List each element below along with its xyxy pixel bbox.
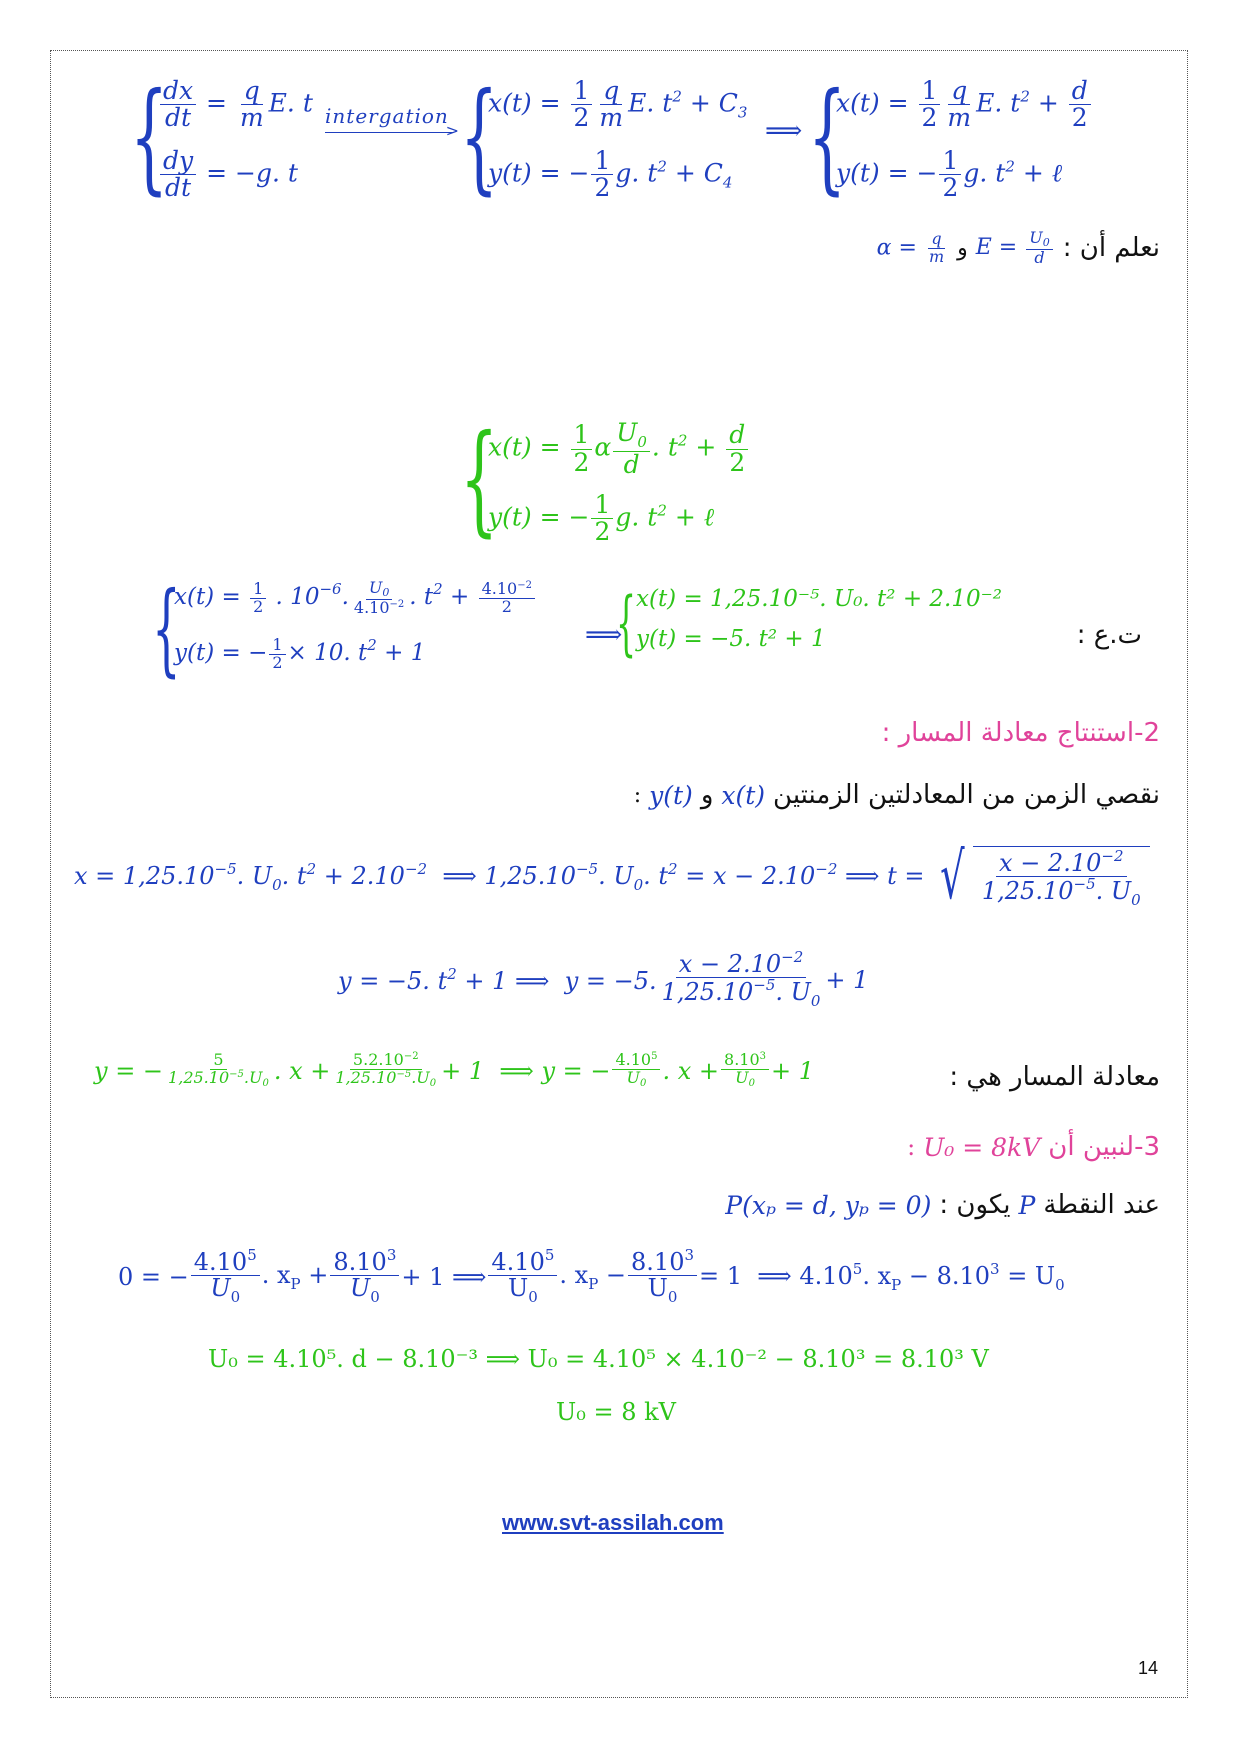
numerical-label: ت.ع : [1076,620,1142,650]
integration-label: intergation [325,104,449,128]
point-p-line: P(xₚ = d, yₚ = 0) يكون : P عند النقطة [725,1190,1160,1220]
and-word: و [700,780,714,810]
calc-line-3: U₀ = 8 kV [556,1398,676,1426]
equation-t: $x = 1,25.10^{-5}$. $U_0$. $t^2 + 2.10^{-2}$ ⟹ $1,25.10^{-5}$. $U_0$. $t^2 = x - 2.10^{-2}$ ⟹ t = √ $\frac{x - 2.10^{-2}}{1,25.10^{-5}. U_0}$ [74,840,1150,914]
u0-target: U₀ = 8kV [923,1132,1041,1162]
x-of-t: x(t) [721,780,766,810]
page-number: 14 [1138,1658,1159,1678]
calc-line-2: U₀ = 4.10⁵. d − 8.10⁻³ ⟹ U₀ = 4.10⁵ × 4.10⁻² − 8.10³ = 8.10³ V [208,1345,989,1373]
eliminate-time-line: : y(t) و x(t) نقصي الزمن من المعادلتين الزمنتين [633,780,1160,810]
y-of-t: y(t) [649,780,693,810]
we-know-text: نعلم أن : [1062,233,1160,264]
trajectory-label: معادلة المسار هي : [949,1062,1160,1092]
green-system: { x(t) = $\frac{1}{2}$ α $\frac{U_0}{d}$ . $t^2$ + $\frac{d}{2}$ y(t) = − $\frac{1}{2}$ g. $t^2$ + ℓ [470,420,790,560]
eliminate-time-text: نقصي الزمن من المعادلتين الزمنتين [773,780,1160,810]
prove-text: 3-لنبين أن [1048,1132,1160,1162]
heading-prove-u0: : U₀ = 8kV 3-لنبين أن [907,1132,1160,1162]
result-y: y(t) = −5. t² + 1 [636,626,826,652]
point-p-coords: P(xₚ = d, yₚ = 0) [725,1190,932,1220]
trajectory-equation: y = − $\frac{5}{1,25.10^{-5}.U_0}$ . x + $\frac{5.2.10^{-2}}{1,25.10^{-5}.U_0}$ + 1 ⟹ y = − $\frac{4.10^5}{U_0}$ . x + $\frac{8.10^3}{U_0}$ + 1 [94,1050,815,1089]
website-link[interactable]: www.svt-assilah.com [502,1510,724,1535]
equation-y: y = −5. $t^2 + 1$ ⟹ y = −5. $\frac{x - 2.10^{-2}}{1,25.10^{-5}. U_0}$ + 1 [338,948,869,1011]
known-relations: α = $\frac{q}{m}$ و E = $\frac{U_0}{d}$ نعلم أن : [876,228,1160,267]
and-word: و [957,235,968,261]
heading-trajectory: 2-استنتاج معادلة المسار : [881,718,1160,748]
numerical-application: { x(t) = $\frac{1}{2}$ . $10^{-6}$. $\frac{U_0}{4.10^{-2}}$ . $t^2$ + $\frac{4.10^{-2}}{2}$ y(t) = − $\frac{1}{2}$ × 10. $t^2 + 1$ ⟹ { x(t) = 1,25.10⁻⁵. U₀. t² + 2.10⁻² y(t) = −5. t² + 1 [160,580,1130,690]
integration-system: { $\frac{dx}{dt}$ = $\frac{q}{m}$ E. t $\frac{dy}{dt}$ = −g. t intergation > { x(t) = $\frac{1}{2}$ $\frac{q}{m}$ E. $t^2 + C_3$ y(t) = − $\frac{1}{2}$ g. $t^2 + C_4$ ⟹ { x(t) = $\frac{1}{2}$ $\frac{q}{m}$ E. $t^2$ + $\frac{d}{2}$ y(t) = − $\frac{1}{2}$ g. $t^2$ + ℓ [140,78,1120,218]
result-x: x(t) = 1,25.10⁻⁵. U₀. t² + 2.10⁻² [636,586,1002,612]
calc-line-1: 0 = − $\frac{4.10^5}{U_0}$ . $x_P$ + $\frac{8.10^3}{U_0}$ + 1 ⟹ $\frac{4.10^5}{U_0}$ . $x_P$ − $\frac{8.10^3}{U_0}$ = 1 ⟹ 4.10$^5$. $x_P - 8.10^3 = U_0$ [118,1246,1065,1307]
